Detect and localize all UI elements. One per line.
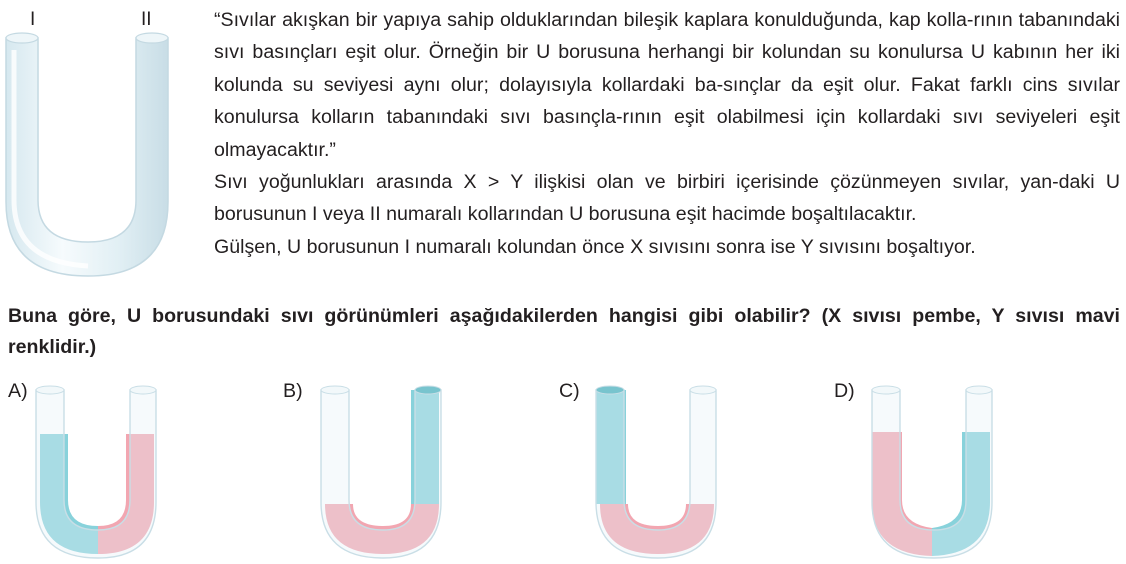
option-a-tube[interactable] [30, 384, 160, 560]
option-d-tube[interactable] [866, 384, 996, 560]
option-c-label[interactable]: C) [559, 380, 580, 402]
option-b-tube[interactable] [315, 384, 445, 560]
leg-label-i: I [30, 9, 36, 30]
option-b-label[interactable]: B) [283, 380, 303, 402]
passage [214, 4, 1120, 263]
passage-quote: “Sıvılar akışkan bir yapıya sahip olduklarından bileşik kaplara konulduğunda, kap kolla-rının tabanındaki sıvı basınçları eşit olur. Örneğin bir U borusuna herhangi bir kolundan su konulursa U kabının her iki kolunda su seviyesi aynı olur; dolayısıyla kollardaki ba-sınçlar da eşit olur. Fakat farklı cins sıvılar konulursa kolların tabanındaki sıvı basınçla-rının eşit olabilmesi için kollardaki sıvı seviyeleri eşit olmayacaktır.” [214, 9, 1120, 161]
u-tube-diagram [0, 30, 175, 285]
leg-label-ii: II [141, 9, 152, 30]
option-a-label[interactable]: A) [8, 380, 28, 402]
passage-line-3: Gülşen, U borusunun I numaralı kolundan önce X sıvısını sonra ise Y sıvısını boşaltıyor. [214, 235, 976, 258]
option-c-tube[interactable] [590, 384, 720, 560]
passage-line-2: Sıvı yoğunlukları arasında X > Y ilişkisi olan ve birbiri içerisinde çözünmeyen sıvılar, yan-daki U borusunun I veya II numaralı kollarından U borusuna eşit hacimde boşaltılacaktır. [214, 171, 1120, 226]
option-d-label[interactable]: D) [834, 380, 855, 402]
question-text: Buna göre, U borusundaki sıvı görünümleri aşağıdakilerden hangisi gibi olabilir? (X sıvısı pembe, Y sıvısı mavi renklidir.) [8, 305, 1120, 358]
